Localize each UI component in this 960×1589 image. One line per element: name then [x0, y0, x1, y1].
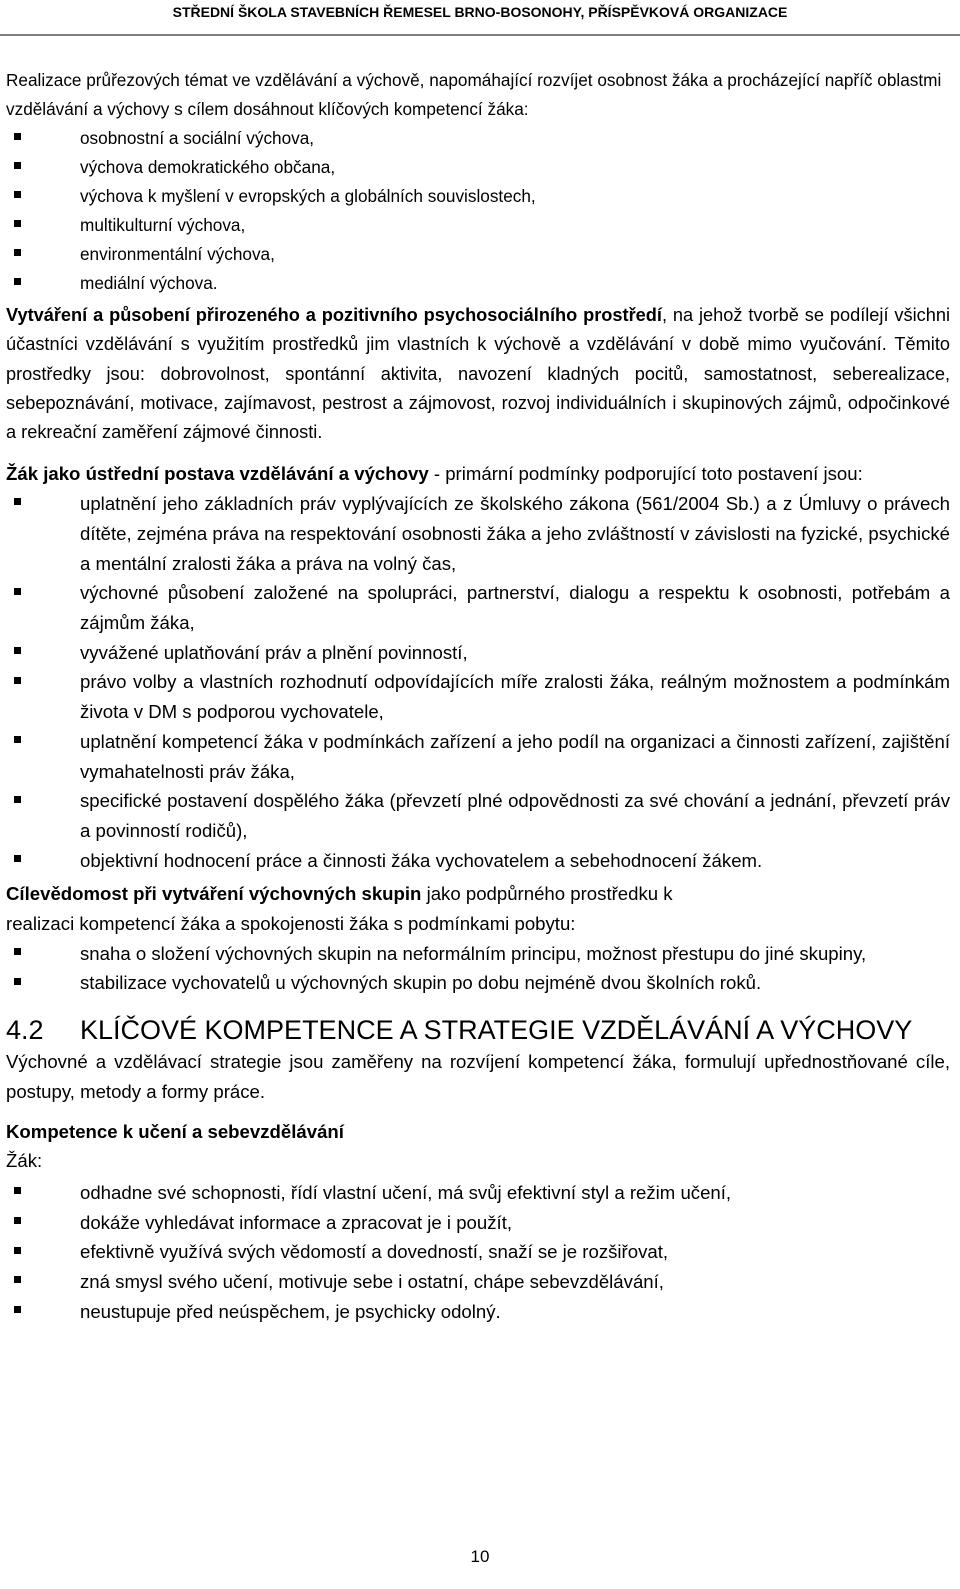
groups-block: [6, 879, 950, 998]
list-item: objektivní hodnocení práce a činnosti žáka vychovatelem a sebehodnocení žákem.: [6, 846, 950, 876]
learning-heading-text: Kompetence k učení a sebevzdělávání: [6, 1120, 344, 1142]
intro-paragraph: Realizace průřezových témat ve vzdělávání a výchově, napomáhající rozvíjet osobnost žáka a procházející napříč oblastmi vzdělávání a výchovy s cílem dosáhnout klíčových kompetencí žáka:: [6, 70, 942, 119]
list-item: snaha o složení výchovných skupin na neformálním principu, možnost přestupu do jiné skupiny,: [6, 939, 950, 969]
groups-text-continued: realizaci kompetencí žáka a spokojenosti žáka s podmínkami pobytu:: [6, 913, 576, 935]
list-item: právo volby a vlastních rozhodnutí odpovídajících míře zralosti žáka, reálným možnostem a podmínkám života v DM s podporou vychovatele,: [6, 667, 950, 726]
groups-text: jako podpůrného prostředku k: [421, 883, 673, 905]
list-item: výchovné působení založené na spolupráci, partnerství, dialogu a respektu k osobnosti, potřebám a zájmům žáka,: [6, 578, 950, 637]
list-item: výchova k myšlení v evropských a globálních souvislostech,: [6, 182, 950, 211]
intro-block: [6, 66, 950, 298]
list-item: stabilizace vychovatelů u výchovných skupin po dobu nejméně dvou školních roků.: [6, 968, 950, 998]
learning-list: [6, 1178, 950, 1327]
learning-heading: [6, 1117, 950, 1147]
environment-text: , na jehož tvorbě se podílejí všichni účastníci vzdělávání s využitím prostředků jim vlastních k výchově a vzdělávání v době mimo vyučování. Těmito prostředky jsou: dobrovolnost, spontánní aktivita, navození kladných pocitů, samostatnost, seberealizace, sebepoznávání, motivace, zajímavost, pestrost a zájmovost, rozvoj individuálních i skupinových zájmů, odpočinkové a rekreační zaměření zájmové činnosti.: [6, 305, 950, 443]
intro-list: [6, 124, 950, 298]
header-divider: [0, 34, 960, 36]
section-paragraph: Výchovné a vzdělávací strategie jsou zaměřeny na rozvíjení kompetencí žáka, formulují upřednostňované cíle, postupy, metody a formy práce.: [6, 1051, 950, 1102]
list-item: multikulturní výchova,: [6, 211, 950, 240]
environment-paragraph: [6, 301, 950, 447]
pupil-text: - primární podmínky podporující toto postavení jsou:: [428, 463, 863, 485]
groups-heading: Cílevědomost při vytváření výchovných skupin: [6, 883, 422, 905]
environment-heading: Vytváření a působení přirozeného a pozitivního psychosociálního prostředí: [6, 305, 662, 325]
document-body: [6, 66, 950, 1326]
list-item: odhadne své schopnosti, řídí vlastní učení, má svůj efektivní styl a režim učení,: [6, 1178, 950, 1208]
pupil-block: [6, 459, 950, 1326]
environment-block: [6, 301, 950, 447]
list-item: uplatnění jeho základních práv vyplývajících ze školského zákona (561/2004 Sb.) a z Úmluvy o právech dítěte, zejména práva na respektování osobnosti žáka a jeho zvláštností v závislosti na fyzické, psychické a mentální zralosti žáka a práva na volný čas,: [6, 489, 950, 578]
pupil-label: Žák:: [6, 1150, 43, 1172]
list-item: specifické postavení dospělého žáka (převzetí plné odpovědnosti za své chování a jednání, převzetí práv a povinností rodičů),: [6, 786, 950, 845]
groups-list: [6, 939, 950, 998]
list-item: vyvážené uplatňování práv a plnění povinností,: [6, 638, 950, 668]
learning-block: [6, 1117, 950, 1327]
page-number: 10: [470, 1547, 490, 1566]
list-item: environmentální výchova,: [6, 240, 950, 269]
list-item: neustupuje před neúspěchem, je psychicky odolný.: [6, 1297, 950, 1327]
pupil-list: [6, 489, 950, 875]
section-number: 4.2: [6, 1015, 44, 1046]
list-item: osobnostní a sociální výchova,: [6, 124, 950, 153]
header-title: STŘEDNÍ ŠKOLA STAVEBNÍCH ŘEMESEL BRNO-BOSONOHY, PŘÍSPĚVKOVÁ ORGANIZACE: [172, 4, 788, 20]
list-item: výchova demokratického občana,: [6, 153, 950, 182]
list-item: dokáže vyhledávat informace a zpracovat je i použít,: [6, 1208, 950, 1238]
list-item: zná smysl svého učení, motivuje sebe i ostatní, chápe sebevzdělávání,: [6, 1267, 950, 1297]
list-item: efektivně využívá svých vědomostí a dovedností, snaží se je rozšiřovat,: [6, 1237, 950, 1267]
page-header: [0, 0, 960, 38]
list-item: mediální výchova.: [6, 269, 950, 298]
list-item: uplatnění kompetencí žáka v podmínkách zařízení a jeho podíl na organizaci a činnosti zařízení, zajištění vymahatelnosti práv žáka,: [6, 727, 950, 786]
pupil-paragraph: [6, 459, 950, 489]
section-title: KLÍČOVÉ KOMPETENCE A STRATEGIE VZDĚLÁVÁNÍ A VÝCHOVY: [80, 1015, 913, 1046]
pupil-heading: Žák jako ústřední postava vzdělávání a výchovy: [6, 463, 429, 485]
groups-paragraph: [6, 879, 950, 938]
section-heading: [6, 1013, 950, 1047]
page-footer: [0, 1547, 960, 1567]
